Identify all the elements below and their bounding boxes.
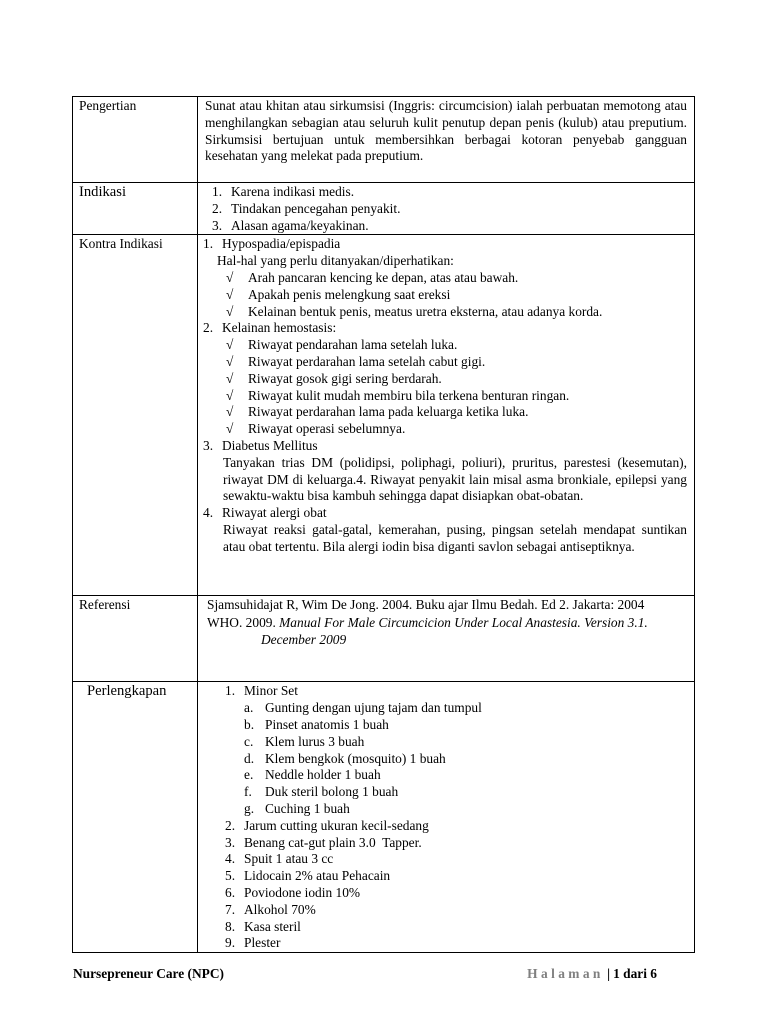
page-number [527, 966, 657, 982]
pengertian-text: Sunat atau khitan atau sirkumsisi (Inggris: circumcision) ialah perbuatan memotong atau menghilangkan sebagian atau seluruh kulit penutup depan penis (kulub) atau preputium. Sirkumsisi bertujuan untuk membersihkan berbagai kotoran penyebab gangguan kesehatan yang melekat pada preputium. [205, 98, 687, 164]
check-item: √ Riwayat operasi sebelumnya. [226, 421, 406, 437]
kontra-item-4: 4. Riwayat alergi obat [203, 505, 327, 521]
row-referensi [73, 596, 695, 682]
list-item: 2. Tindakan pencegahan penyakit. [212, 200, 401, 216]
page-footer [73, 966, 657, 984]
list-subitem: d. Klem bengkok (mosquito) 1 buah [244, 750, 446, 766]
kontra-intro: Hal-hal yang perlu ditanyakan/diperhatikan: [217, 253, 454, 269]
list-item: 1. Minor Set [225, 683, 298, 699]
list-item: 5. Lidocain 2% atau Pehacain [225, 868, 391, 884]
kontra-item-2: 2. Kelainan hemostasis: [203, 320, 337, 336]
row-kontra-indikasi [73, 235, 695, 596]
list-item: 4. Spuit 1 atau 3 cc [225, 851, 334, 867]
check-item: √ Apakah penis melengkung saat ereksi [226, 286, 451, 302]
label-kontra-indikasi: Kontra Indikasi [73, 235, 198, 596]
kontra-indikasi-content [198, 235, 695, 596]
check-item: √ Kelainan bentuk penis, meatus uretra eksterna, atau adanya korda. [226, 303, 603, 319]
list-subitem: g. Cuching 1 buah [244, 800, 350, 816]
list-item: 2. Jarum cutting ukuran kecil-sedang [225, 817, 429, 833]
row-indikasi [73, 183, 695, 235]
list-item: 6. Poviodone iodin 10% [225, 884, 361, 900]
sop-table [72, 96, 695, 953]
kontra-item-3: 3. Diabetus Mellitus [203, 437, 318, 453]
row-perlengkapan [73, 682, 695, 953]
halaman-label: Halaman [527, 966, 604, 981]
list-item: 1. Karena indikasi medis. [212, 184, 355, 199]
list-subitem: c. Klem lurus 3 buah [244, 733, 365, 749]
reference-1: Sjamsuhidajat R, Wim De Jong. 2004. Buku ajar Ilmu Bedah. Ed 2. Jakarta: 2004 [207, 597, 645, 613]
list-item: 8. Kasa steril [225, 918, 301, 934]
check-item: √ Riwayat perdarahan lama setelah cabut gigi. [226, 353, 486, 369]
check-item: √ Arah pancaran kencing ke depan, atas atau bawah. [226, 269, 519, 285]
list-item: 7. Alkohol 70% [225, 901, 316, 917]
label-perlengkapan: Perlengkapan [73, 682, 198, 953]
label-indikasi: Indikasi [73, 183, 198, 235]
indikasi-list [198, 183, 695, 235]
check-item: √ Riwayat pendarahan lama setelah luka. [226, 337, 458, 353]
check-item: √ Riwayat perdarahan lama pada keluarga ketika luka. [226, 404, 529, 420]
list-subitem: b. Pinset anatomis 1 buah [244, 716, 389, 732]
footer-title: Nursepreneur Care (NPC) [73, 966, 224, 981]
list-item: 9. Plester [225, 935, 281, 951]
reference-2: WHO. 2009. Manual For Male Circumcicion Under Local Anastesia. Version 3.1. December 2009 [207, 615, 648, 647]
list-item: 3. Alasan agama/keyakinan. [212, 217, 369, 233]
label-pengertian: Pengertian [73, 97, 198, 183]
check-item: √ Riwayat kulit mudah membiru bila terkena benturan ringan. [226, 387, 570, 403]
list-subitem: a. Gunting dengan ujung tajam dan tumpul [244, 700, 482, 716]
list-subitem: e. Neddle holder 1 buah [244, 767, 381, 783]
kontra-item-1: 1. Hypospadia/epispadia [203, 236, 341, 252]
list-item: 3. Benang cat-gut plain 3.0 Tapper. [225, 834, 422, 850]
perlengkapan-list [198, 682, 695, 953]
list-subitem: f. Duk steril bolong 1 buah [244, 784, 399, 800]
check-item: √ Riwayat gosok gigi sering berdarah. [226, 370, 442, 386]
diabetes-text: Tanyakan trias DM (polidipsi, poliphagi, poliuri), pruritus, parestesi (kesemutan), riwayat DM di keluarga.4. Riwayat penyakit lain misal asma bronkiale, epilepsi yang sewaktu-waktu bisa kambuh sehingga dapat disiapkan obat-obatan. [223, 454, 687, 504]
alergi-text: Riwayat reaksi gatal-gatal, kemerahan, pusing, pingsan setelah mendapat suntikan atau obat tertentu. Bila alergi iodin bisa diganti savlon sebagai antiseptiknya. [223, 521, 687, 554]
label-referensi: Referensi [73, 596, 198, 682]
footer-separator: | [607, 966, 611, 981]
row-pengertian [73, 97, 695, 183]
page-count: 1 dari 6 [613, 966, 657, 981]
